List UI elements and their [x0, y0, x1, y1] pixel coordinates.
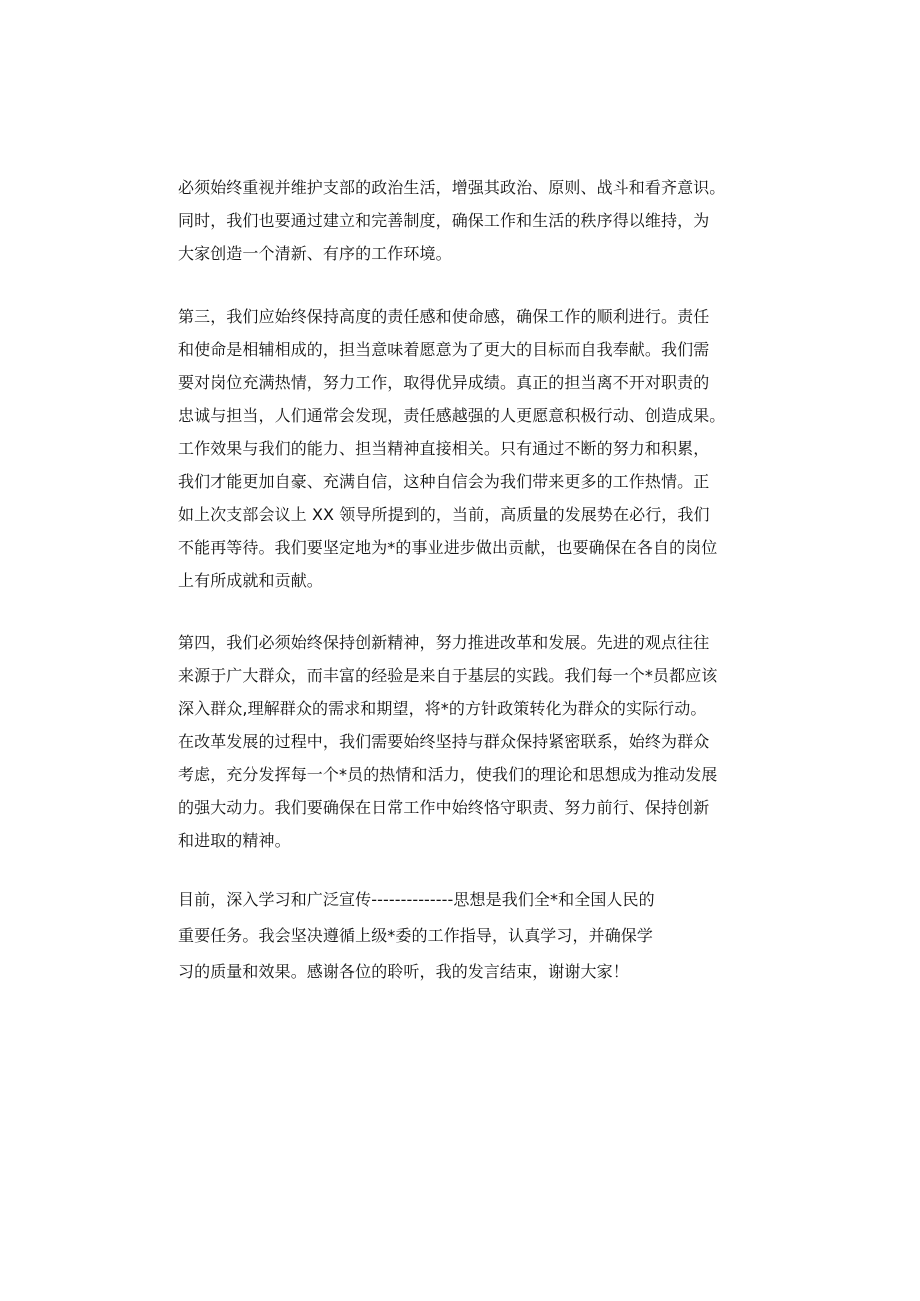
- text-line: 和使命是相辅相成的，担当意味着愿意为了更大的目标而自我奉献。我们需: [178, 340, 710, 359]
- text-line: 和进取的精神。: [178, 831, 291, 850]
- paragraph-3: [178, 626, 758, 857]
- text-line: 习的质量和效果。感谢各位的聆听，我的发言结束，谢谢大家！: [178, 962, 629, 981]
- paragraph-2: [178, 300, 758, 597]
- text-line: 我们才能更加自豪、充满自信，这种自信会为我们带来更多的工作热情。正: [178, 472, 710, 491]
- text-line: 深入群众,理解群众的需求和期望，将*的方针政策转化为群众的实际行动。: [178, 699, 707, 718]
- text-line: 必须始终重视并维护支部的政治生活，增强其政治、原则、战斗和看齐意识。: [178, 178, 726, 197]
- text-line: 目前，深入学习和广泛宣传--------------思想是我们全*和全国人民的: [178, 890, 655, 909]
- text-line: 来源于广大群众，而丰富的经验是来自于基层的实践。我们每一个*员都应该: [178, 666, 718, 685]
- paragraph-1: [178, 171, 758, 270]
- text-line: 考虑，充分发挥每一个*员的热情和活力，使我们的理论和思想成为推动发展: [178, 765, 718, 784]
- text-line: 第四，我们必须始终保持创新精神，努力推进改革和发展。先进的观点往往: [178, 633, 710, 652]
- text-line: 不能再等待。我们要坚定地为*的事业进步做出贡献，也要确保在各自的岗位: [178, 538, 718, 557]
- text-line: 工作效果与我们的能力、担当精神直接相关。只有通过不断的努力和积累，: [178, 439, 710, 458]
- text-line: 重要任务。我会坚决遵循上级*委的工作指导，认真学习，并确保学: [178, 926, 654, 945]
- paragraph-4: [178, 882, 758, 990]
- text-line: 忠诚与担当，人们通常会发现，责任感越强的人更愿意积极行动、创造成果。: [178, 406, 726, 425]
- text-line: 大家创造一个清新、有序的工作环境。: [178, 244, 452, 263]
- text-line: 上有所成就和贡献。: [178, 571, 323, 590]
- text-line: 第三，我们应始终保持高度的责任感和使命感，确保工作的顺利进行。责任: [178, 307, 710, 326]
- text-line: 同时，我们也要通过建立和完善制度，确保工作和生活的秩序得以维持，为: [178, 211, 710, 230]
- text-line: 如上次支部会议上 XX 领导所提到的，当前，高质量的发展势在必行，我们: [178, 505, 710, 524]
- text-line: 在改革发展的过程中，我们需要始终坚持与群众保持紧密联系，始终为群众: [178, 732, 710, 751]
- text-line: 的强大动力。我们要确保在日常工作中始终恪守职责、努力前行、保持创新: [178, 798, 710, 817]
- text-line: 要对岗位充满热情，努力工作，取得优异成绩。真正的担当离不开对职责的: [178, 373, 710, 392]
